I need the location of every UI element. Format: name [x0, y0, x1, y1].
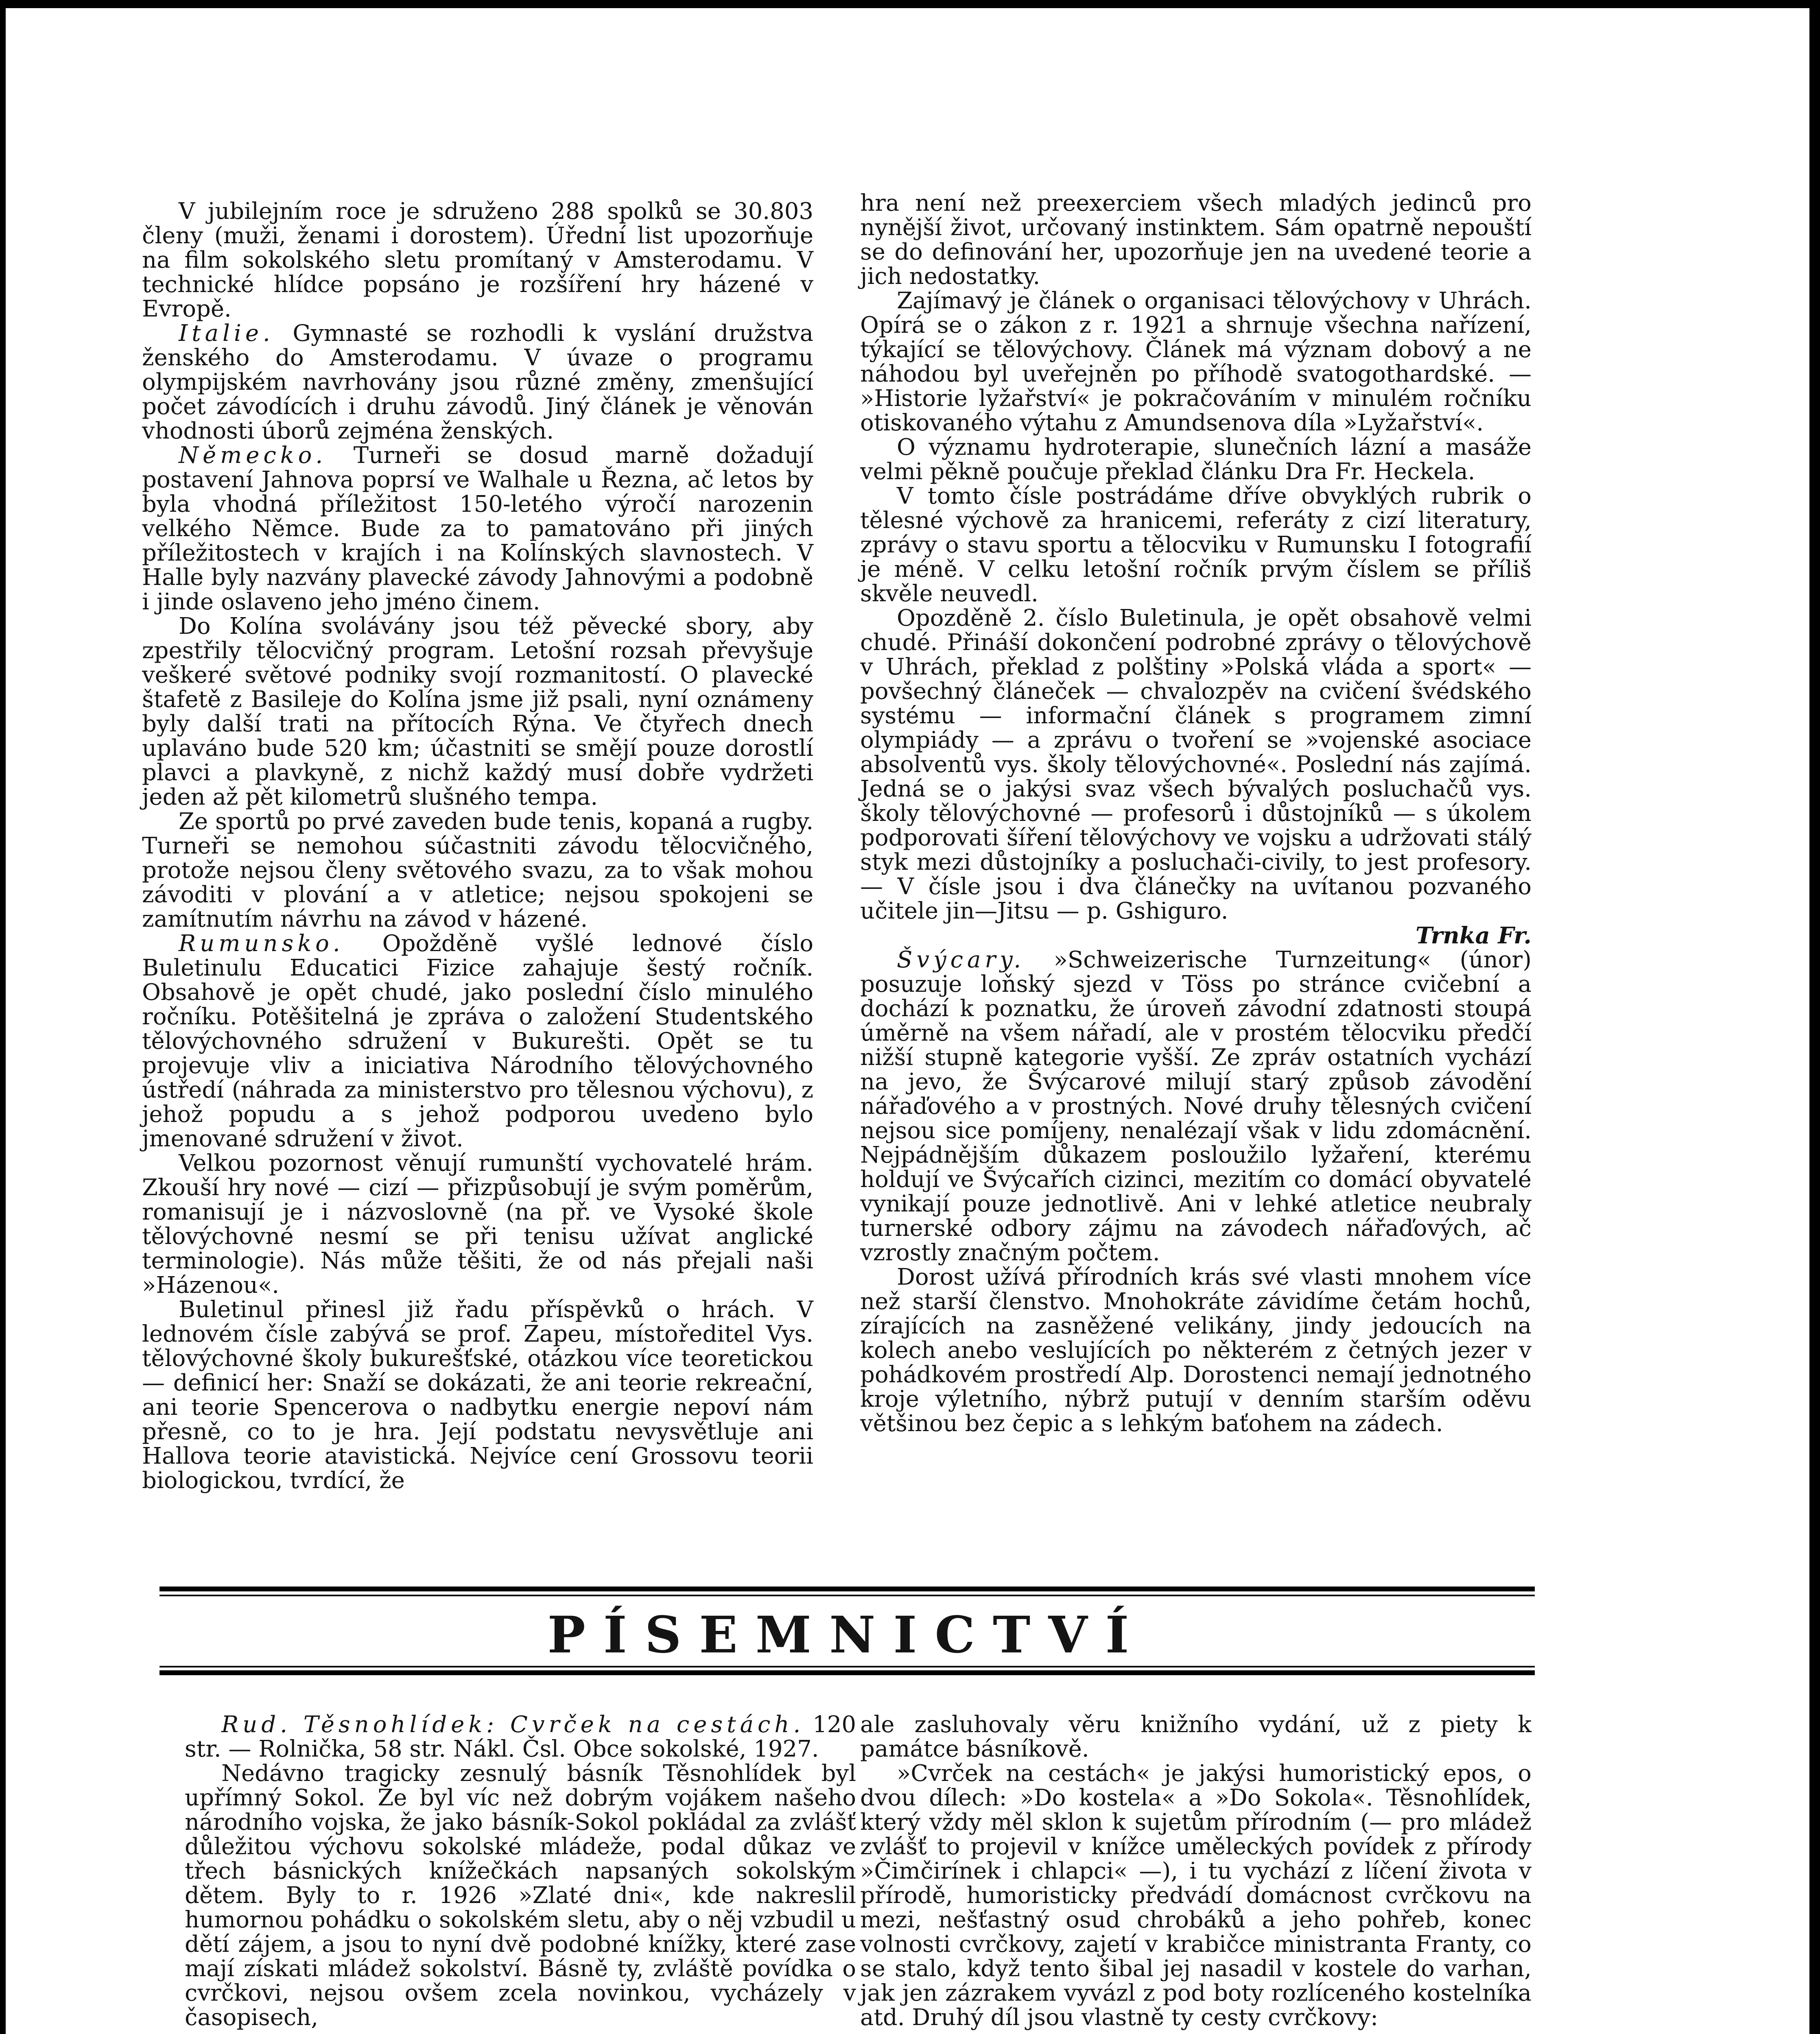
paragraph-text: O významu hydroterapie, slunečních lázní a masáže velmi pěkně poučuje překlad článku Dra Fr. Heckela.	[860, 434, 1532, 485]
paragraph	[142, 614, 813, 810]
paragraph-text: Gymnasté se rozhodli k vyslání družstva ženského do Amsterodamu. V úvaze o programu olympijském navrhovány jsou různé změny, zmenšující počet závodících i druhu závodů. Jiný článek je věnován vhodnosti úborů zejména ženských.	[142, 320, 813, 444]
section-rule-bottom-thick	[159, 1670, 1535, 1675]
column-top-right	[860, 191, 1532, 1436]
paragraph	[860, 484, 1532, 606]
section-rule-top-thick	[159, 1587, 1535, 1591]
paragraph-text: Do Kolína svolávány jsou též pěvecké sbory, aby zpestřily tělocvičný program. Letošní rozsah převyšuje veškeré světové podniky svojí rozmanitostí. O plavecké štafetě z Basileje do Kolína jsme již psali, nyní oznámeny byly další trati na přítocích Rýna. Ve čtyřech dnech uplaváno bude 520 km; účastniti se smějí pouze dorostlí plavci a plavkyně, z nichž každý musí dobře vydržeti jeden až pět kilometrů slušného tempa.	[142, 613, 813, 810]
paragraph	[860, 435, 1532, 484]
paragraph-lead: Rud. Těsnohlídek: Cvrček na cestách.	[221, 1711, 805, 1738]
paragraph-text: Ze sportů po prvé zaveden bude tenis, kopaná a rugby. Turneři se nemohou súčastniti závodu tělocvičného, protože nejsou členy světového svazu, za to však mohou závoditi v plování a v atletice; nejsou spokojeni se zamítnutím návrhu na závod v házené.	[142, 808, 813, 932]
paragraph	[860, 1265, 1532, 1436]
paragraph	[860, 1761, 1532, 2030]
column-bottom-right	[860, 1713, 1532, 2030]
paragraph-text: Zajímavý je článek o organisaci tělovýchovy v Uhrách. Opírá se o zákon z r. 1921 a shrnuje všechna nařízení, týkající se tělovýchovy. Článek má význam dobový a ne náhodou byl uveřejněn po příhodě svatogothardské. — »Historie lyžařství« je pokračováním v minulém ročníku otiskovaného výtahu z Amundsenova díla »Lyžařství«.	[860, 288, 1532, 436]
paragraph-text: Turneři se dosud marně dožadují postavení Jahnova poprsí ve Walhale u Řezna, ač letos by byla vhodná příležitost 150-letého výročí narozenin velkého Němce. Bude za to pamatováno při jiných příležitostech v krajích i na Kolínských slavnostech. V Halle byly nazvány plavecké závody Jahnovými a podobně i jinde oslaveno jeho jméno činem.	[142, 442, 813, 615]
paragraph-text: ale zasluhovaly věru knižního vydání, už z piety k památce básníkově.	[860, 1711, 1532, 1762]
section-heading: PÍSEMNICTVÍ	[547, 1606, 1147, 1665]
paragraph	[142, 932, 813, 1151]
paragraph	[142, 199, 813, 321]
paragraph-lead: Rumunsko.	[179, 930, 344, 957]
paragraph-text: 120 str. — Rolnička, 58 str. Nákl. Čsl. Obce sokolské, 1927.	[185, 1711, 856, 1762]
signature: Trnka Fr.	[1415, 922, 1532, 949]
paragraph-text: Velkou pozornost věnují rumunští vychovatelé hrám. Zkouší hry nové — cizí — přizpůsobují je svým poměrům, romanisují je i názvoslovně (na př. ve Vysoké škole tělovýchovné nesmí se při tenisu užívat anglické terminologie). Nás může těšiti, že od nás přejali naši »Házenou«.	[142, 1150, 813, 1299]
paragraph	[860, 289, 1532, 435]
paragraph	[142, 1298, 813, 1493]
paragraph-text: Opožděně vyšlé lednové číslo Buletinulu Educatici Fizice zahajuje šestý ročník. Obsahově je opět chudé, jako poslední číslo minulého ročníku. Potěšitelná je zpráva o založení Studentského tělovýchovného sdružení v Bukurešti. Opět se tu projevuje vliv a iniciativa Národního tělovýchovného ústředí (náhrada za ministerstvo pro tělesnou výchovu), z jehož popudu a s jehož podporou uvedeno bylo jmenované sdružení v život.	[142, 930, 813, 1152]
paragraph	[185, 1761, 856, 2030]
paragraph-text: »Schweizerische Turnzeitung« (únor) posuzuje loňský sjezd v Töss po stránce cvičební a dochází k poznatku, že úroveň závodní zdatnosti stoupá úměrně na všem nářadí, ale v prostém tělocviku předčí nižší stupně kategorie vyšší. Ze zpráv ostatních vychází na jevo, že Švýcarové milují starý způsob závodění nářaďového a v prostných. Nové druhy tělesných cvičení nejsou sice pomíjeny, nenalézají však v lidu zdomácnění. Nejpádnějším důkazem posloužilo lyžaření, kterému holdují ve Švýcařích cizinci, mezitím co domácí obyvatelé vynikají pouze jednotlivě. Ani v lehké atletice neubraly turnerské odbory zájmu na závodech nářaďových, ač vzrostly značným počtem.	[860, 947, 1532, 1266]
paragraph-text: Opozděně 2. číslo Buletinula, je opět obsahově velmi chudé. Přináší dokončení podrobné zprávy o tělovýchově v Uhrách, překlad z polštiny »Polská vláda a sport« — povšechný článeček — chvalozpěv na cvičení švédského systému — informační článek s programem zimní olympiády — a zprávu o tvoření se »vojenské asociace absolventů vys. školy tělovýchovné«. Poslední nás zajímá. Jedná se o jakýsi svaz všech bývalých posluchačů vys. školy tělovýchovné — profesorů i důstojníků — s úkolem podporovati šíření tělovýchovy ve vojsku a udržovati stálý styk mezi důstojníky a posluchači-civily, to jest profesory. — V čísle jsou i dva článečky na uvítanou pozvaného učitele jin—Jitsu — p. Gshiguro.	[860, 605, 1532, 924]
section-rule-bottom-thin	[159, 1666, 1535, 1667]
paragraph-text: Dorost užívá přírodních krás své vlasti mnohem více než starší členstvo. Mnohokráte závidíme četám hochů, zírajících na zasněžené velikány, jindy jedoucích na kolech anebo veslujících po některém z četných jezer v pohádkovém prostředí Alp. Dorostenci nemají jednotného kroje výletního, nýbrž putují v denním starším oděvu většinou bez čepic a s lehkým baťohem na zádech.	[860, 1264, 1532, 1437]
paragraph-text: Buletinul přinesl již řadu příspěvků o hrách. V lednovém čísle zabývá se prof. Zapeu, místoředitel Vys. tělovýchovné školy bukurešťské, otázkou více teoretickou — definicí her: Snaží se dokázati, že ani teorie rekreační, ani teorie Spencerova o nadbytku energie nepoví nám přesně, co to je hra. Její podstatu nevysvětluje ani Hallova teorie atavistická. Nejvíce cení Grossovu teorii biologickou, tvrdící, že	[142, 1296, 813, 1494]
paragraph-lead: Italie.	[179, 320, 274, 347]
paragraph	[860, 191, 1532, 289]
column-top-left	[142, 199, 813, 1493]
paragraph-text: V jubilejním roce je sdruženo 288 spolků se 30.803 členy (muži, ženami i dorostem). Úřední list upozorňuje na film sokolského sletu promítaný v Amsterodamu. V technické hlídce popsáno je rozšíření hry házené v Evropě.	[142, 198, 813, 322]
paragraph-lead: Švýcary.	[897, 947, 1025, 973]
paragraph-text: V tomto čísle postrádáme dříve obvyklých rubrik o tělesné výchově za hranicemi, referáty z cizí literatury, zprávy o stavu sportu a tělocviku v Rumunsku I fotografií je méně. V celku letošní ročník prvým číslem se příliš skvěle neuvedl.	[860, 483, 1532, 607]
paragraph	[142, 443, 813, 614]
paragraph	[142, 1151, 813, 1298]
column-bottom-left	[185, 1713, 856, 2030]
section-rule-top-thin	[159, 1595, 1535, 1596]
paragraph	[142, 321, 813, 443]
paragraph	[860, 948, 1532, 1265]
paragraph-lead: Německo.	[179, 442, 327, 469]
paragraph	[142, 810, 813, 932]
paragraph-text: »Cvrček na cestách« je jakýsi humoristický epos, o dvou dílech: »Do kostela« a »Do Sokola«. Těsnohlídek, který vždy měl sklon k sujetům přírodním (— pro mládež zvlášť to projevil v knížce uměleckých povídek z přírody »Čimčirínek i chlapci« —), i tu vychází z líčení života v přírodě, humoristicky předvádí domácnost cvrčkovu na mezi, nešťastný osud chrobáků a jeho pohřeb, konec volnosti cvrčkovy, zajetí v krabičce ministranta Franty, co se stalo, když tento šibal jej nasadil v kostele do varhan, jak jen zázrakem vyvázl z pod boty rozlíceného kostelníka atd. Druhý díl jsou vlastně ty cesty cvrčkovy:	[860, 1760, 1532, 2031]
paragraph-text: hra není než preexerciem všech mladých jedinců pro nynější život, určovaný instinktem. Sám opatrně nepouští se do definování her, upozorňuje jen na uvedené teorie a jich nedostatky.	[860, 190, 1532, 290]
paragraph	[860, 606, 1532, 923]
paragraph	[860, 1713, 1532, 1761]
paragraph-text: Nedávno tragicky zesnulý básník Těsnohlídek byl upřímný Sokol. Že byl víc než dobrým vojákem našeho národního vojska, že jako básník-Sokol pokládal za zvlášť důležitou výchovu sokolské mládeže, podal důkaz ve třech básnických knížečkách napsaných sokolským dětem. Byly to r. 1926 »Zlaté dni«, kde nakreslil humornou pohádku o sokolském sletu, aby o něj vzbudil u dětí zájem, a jsou to nyní dvě podobné knížky, které zase mají získati mládež sokolství. Básně ty, zvláště povídka o cvrčkovi, nejsou ovšem zcela novinkou, vycházely v časopisech,	[185, 1760, 856, 2031]
paragraph	[185, 1713, 856, 1761]
